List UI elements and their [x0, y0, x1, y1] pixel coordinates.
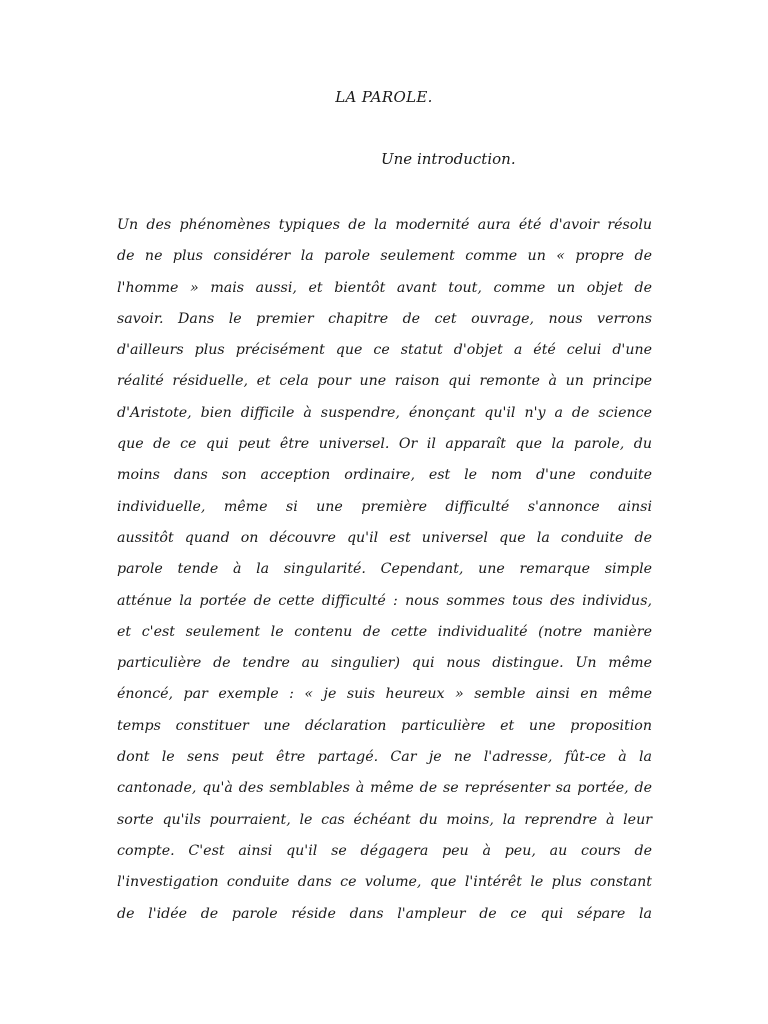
document-title: LA PAROLE.	[335, 88, 433, 106]
text-line: atténue la portée de cette difficulté : nous sommes tous des individus,	[117, 592, 652, 609]
text-line: compte. C'est ainsi qu'il se dégagera peu à peu, au cours de	[117, 842, 652, 859]
text-line: l'investigation conduite dans ce volume, que l'intérêt le plus constant	[117, 874, 652, 891]
text-line: sorte qu'ils pourraient, le cas échéant du moins, la reprendre à leur	[117, 811, 652, 828]
document-subtitle: Une introduction.	[381, 150, 516, 168]
text-line: dont le sens peut être partagé. Car je ne l'adresse, fût-ce à la	[117, 749, 652, 766]
text-line: Un des phénomènes typiques de la modernité aura été d'avoir résolu	[117, 217, 652, 233]
text-line: individuelle, même si une première difficulté s'annonce ainsi	[117, 498, 652, 515]
text-line: savoir. Dans le premier chapitre de cet ouvrage, nous verrons	[117, 310, 652, 327]
text-line: d'Aristote, bien difficile à suspendre, énonçant qu'il n'y a de science	[117, 404, 652, 421]
text-line: moins dans son acception ordinaire, est le nom d'une conduite	[117, 467, 652, 484]
text-line: de l'idée de parole réside dans l'ampleur de ce qui sépare la	[117, 905, 652, 922]
text-line: particulière de tendre au singulier) qui nous distingue. Un même	[117, 655, 652, 672]
text-line: aussitôt quand on découvre qu'il est universel que la conduite de	[117, 529, 652, 546]
text-line: énoncé, par exemple : « je suis heureux » semble ainsi en même	[117, 686, 652, 703]
body-paragraph	[117, 210, 652, 930]
text-line: et c'est seulement le contenu de cette individualité (notre manière	[117, 623, 652, 640]
text-line: l'homme » mais aussi, et bientôt avant tout, comme un objet de	[117, 279, 652, 296]
text-line: de ne plus considérer la parole seulement comme un « propre de	[117, 248, 652, 265]
text-line: que de ce qui peut être universel. Or il apparaît que la parole, du	[117, 436, 652, 453]
text-line: parole tende à la singularité. Cependant, une remarque simple	[117, 561, 652, 578]
text-line: cantonade, qu'à des semblables à même de se représenter sa portée, de	[117, 780, 652, 797]
text-line: d'ailleurs plus précisément que ce statut d'objet a été celui d'une	[117, 342, 652, 359]
text-line: réalité résiduelle, et cela pour une raison qui remonte à un principe	[117, 373, 652, 390]
text-line: temps constituer une déclaration particulière et une proposition	[117, 717, 652, 734]
